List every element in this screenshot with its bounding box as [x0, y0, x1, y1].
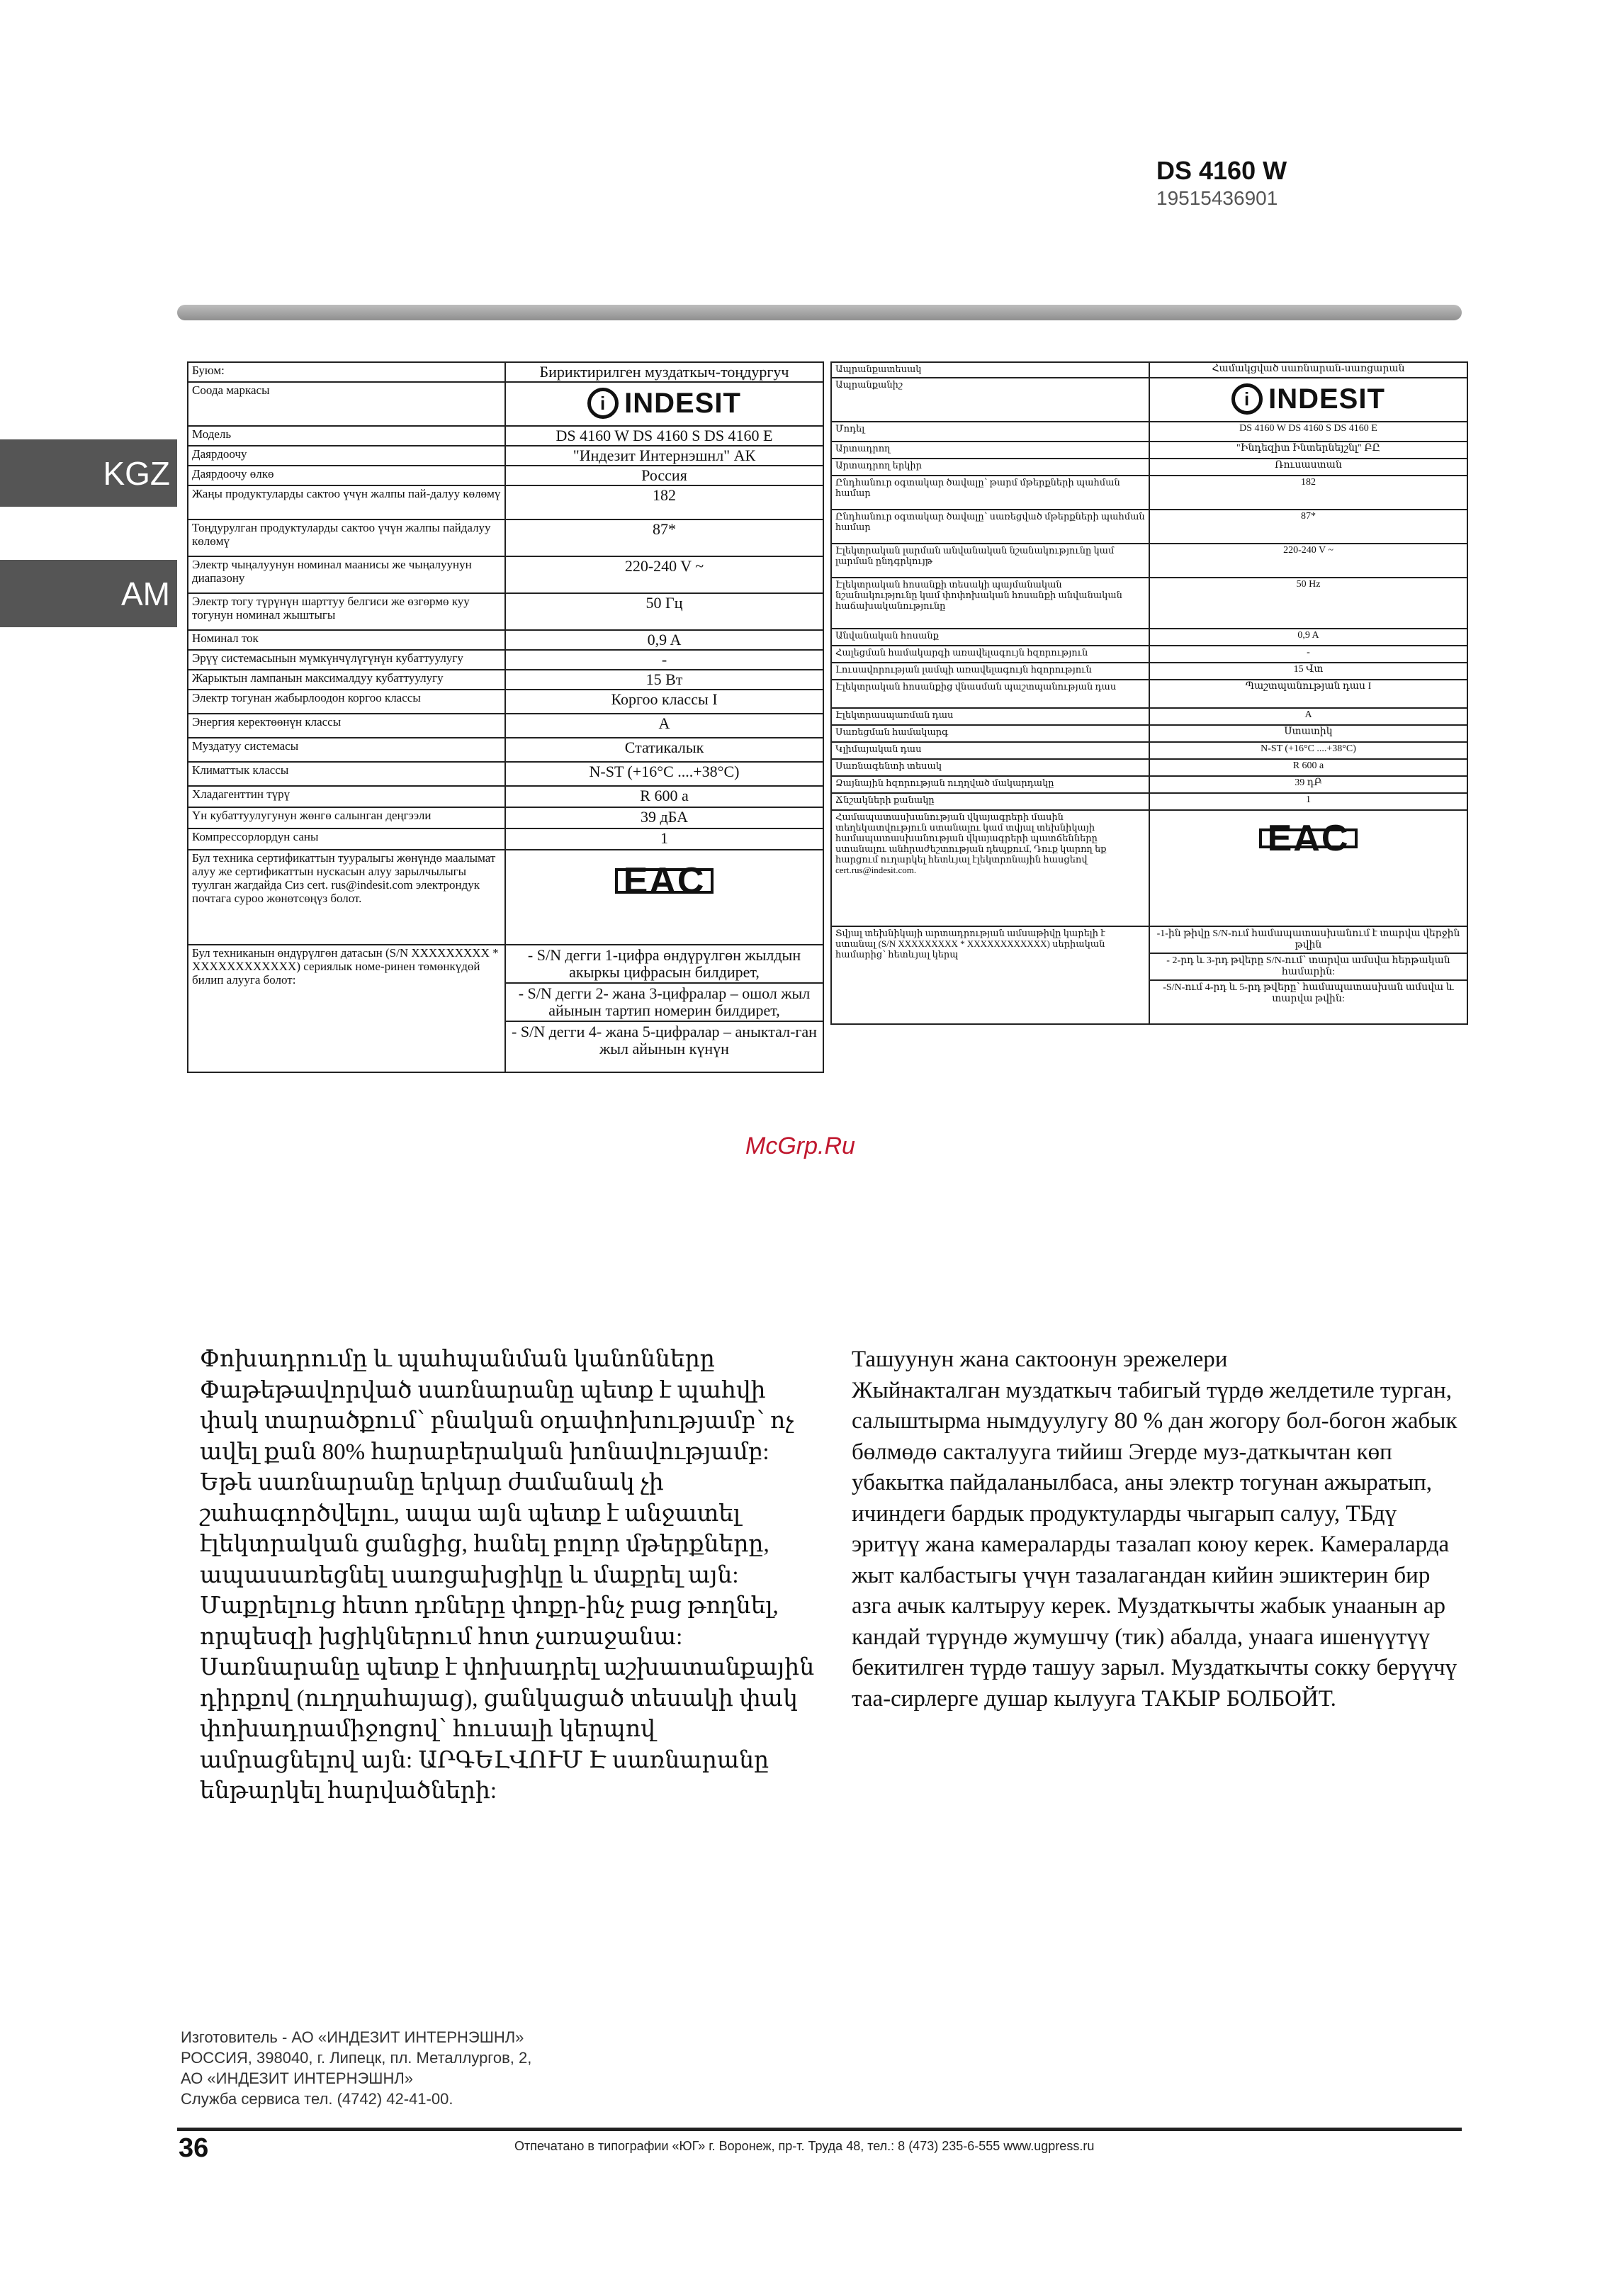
am-spec-value: Ռուսաստան	[1149, 459, 1467, 476]
am-spec-label: Տվյալ տեխնիկայի արտադրության ամսաթիվը կարելի է ստանալ (S/N XXXXXXXXX * XXXXXXXXXXXX) սերիական համարից՝ հետևյալ կերպ	[831, 926, 1149, 1024]
kgz-spec-label: Бул техниканын өндүрүлгөн датасын (S/N XXXXXXXXX * XXXXXXXXXXXX) сериялык номе-ринен төмөнкүдөй билип алууга болот:	[188, 945, 505, 1072]
kgz-spec-row	[188, 786, 823, 807]
am-spec-label: Արտադրող երկիր	[831, 459, 1149, 476]
eac-mark-icon: EAC	[1259, 828, 1358, 848]
kgz-spec-row	[188, 945, 823, 1072]
kg-transport-title: Ташуунун жана сактоонун эрежелери	[852, 1347, 1228, 1372]
kgz-spec-row	[188, 850, 823, 945]
am-spec-value: N-ST (+16°C ....+38°C)	[1149, 742, 1467, 759]
kgz-spec-row	[188, 556, 823, 593]
kgz-spec-row	[188, 738, 823, 762]
kgz-spec-value: 0,9 A	[505, 630, 823, 650]
am-spec-value: Համակցված սառնարան-սառցարան	[1149, 362, 1467, 378]
am-spec-row	[831, 725, 1467, 742]
header-divider-bar	[177, 305, 1462, 320]
am-spec-value: A	[1149, 708, 1467, 725]
am-spec-label: Ընդհանուր օգտակար ծավալը՝ սառեցված մթերքների պահման համար	[831, 510, 1149, 544]
am-spec-value: 0,9 A	[1149, 629, 1467, 646]
am-spec-value: 39 դԲ	[1149, 776, 1467, 793]
kgz-spec-label: Даярдоочу	[188, 446, 505, 466]
manufacturer-info: Изготовитель - АО «ИНДЕЗИТ ИНТЕРНЭШНЛ» РОССИЯ, 398040, г. Липецк, пл. Металлургов, 2, АО «ИНДЕЗИТ ИНТЕРНЭШНЛ» Служба сервиса тел. (4742) 42-41-00.	[181, 2028, 532, 2108]
kgz-spec-value: N-ST (+16°C ....+38°C)	[505, 762, 823, 786]
kgz-spec-row	[188, 382, 823, 426]
am-spec-value: 87*	[1149, 510, 1467, 544]
am-spec-value: Պաշտպանության դաս I	[1149, 680, 1467, 708]
am-spec-row	[831, 646, 1467, 663]
kgz-spec-label: Соода маркасы	[188, 382, 505, 426]
am-transport-title: Փոխադրումը և պահպանման կանոնները	[200, 1347, 715, 1372]
kgz-spec-row	[188, 630, 823, 650]
kgz-spec-label: Электр тогу түрүнүн шарттуу белгиси же өзгөрмө куу тогунун номинал жыштыгы	[188, 593, 505, 630]
am-spec-label: Ձայնային հզորության ուղղված մակարդակը	[831, 776, 1149, 793]
kgz-spec-value: 15 Вт	[505, 670, 823, 690]
am-spec-label: Անվանական հոսանք	[831, 629, 1149, 646]
am-spec-label: Համապատասխանության վկայագրերի մասին տեղեկատվություն ստանալու կամ տվյալ տեխնիկայի համապատասխանության վկայագրերի պատճենները ստանալու անհրաժեշտության դեպքում, Դուք կարող եք հարցում ուղարկել հետևյալ էլեկտրոնային հասցեով cert.rus@indesit.com.	[831, 810, 1149, 926]
watermark: McGrp.Ru	[745, 1133, 855, 1159]
am-spec-label: Ապրանքատեսակ	[831, 362, 1149, 378]
language-tab-kgz: KGZ	[0, 439, 177, 507]
kg-transport-body: Жыйнакталган муздаткыч табигый түрдө желдетиле турган, салыштырма нымдуулугу 80 % дан жогору бол-богон жабык бөлмөдө сакталууга тийиш Эгерде муз-даткычтан көп убакытка пайдаланылбаса, аны электр тогунан ажыратып, ичиндеги бардык продуктуларды чыгарып салуу, ТБдү эритүү жана камераларды тазалап коюу керек. Камераларда жыт калбастыгы үчүн тазалагандан кийин эшиктерин бир азга ачык калтыруу керек. Муздаткычты жабык унаанын ар кандай түрүндө жумушчу (тик) абалда, унаага ишенүүтүү бекитилген түрдө ташуу зарыл. Муздаткычты сокку берүүчү таа-сирлерге душар кылууга ТАКЫР БОЛБОЙТ.	[852, 1377, 1457, 1712]
eac-mark	[505, 850, 823, 945]
kgz-spec-label: Бул техника сертификаттын тууралыгы жөнүндө маалымат алуу же сертификаттын нускасын алуу зарылчылыгы туулган жагдайда Сиз cert. rus@indesit.com электрондук почтага суроо жөнөтсөңүз болот.	[188, 850, 505, 945]
spec-table-kgz	[187, 361, 824, 1073]
kgz-spec-row	[188, 690, 823, 714]
am-spec-value: R 600 a	[1149, 759, 1467, 776]
kgz-spec-row	[188, 593, 823, 630]
footer-rule	[177, 2128, 1462, 2131]
kgz-spec-row	[188, 446, 823, 466]
am-spec-value: Ստատիկ	[1149, 725, 1467, 742]
kgz-spec-value: DS 4160 W DS 4160 S DS 4160 E	[505, 426, 823, 446]
kgz-spec-row	[188, 519, 823, 556]
indesit-logo-icon: i	[587, 388, 619, 419]
am-spec-serial-rule: - 2-րդ և 3-րդ թվերը S/N-ում՝ տարվա ամսվա հերթական համարին:	[1150, 954, 1467, 981]
am-spec-label: Սառեցման համակարգ	[831, 725, 1149, 742]
kg-transport-rules	[852, 1344, 1468, 1714]
kgz-spec-label: Электр тогунан жабырлоодон коргоо классы	[188, 690, 505, 714]
am-spec-value: "Ինդեզիտ Ինտերնեյշնլ" ԲԸ	[1149, 442, 1467, 459]
kgz-spec-value: Коргоо классы I	[505, 690, 823, 714]
am-transport-body: Փաթեթավորված սառնարանը պետք է պահվի փակ տարածքում՝ բնական օդափոխությամբ՝ ոչ ավել քան 80% հարաբերական խոնավությամբ: Եթե սառնարանը երկար ժամանակ չի շահագործվելու, ապա այն պետք է անջատել էլեկտրական ցանցից, հանել բոլոր մթերքները, ապասառեցնել սառցախցիկը և մաքրել այն: Մաքրելուց հետո դռները փոքր-ինչ բաց թողնել, որպեսզի խցիկներում հոտ չառաջանա: Սառնարանը պետք է փոխադրել աշխատանքային դիրքով (ուղղահայաց), ցանկացած տեսակի փակ փոխադրամիջոցով՝ հուսալի կերպով ամրացնելով այն: ԱՐԳԵԼՎՈՒՄ Է սառնարանը ենթարկել հարվածների:	[200, 1377, 815, 1804]
kgz-spec-value: 1	[505, 828, 823, 850]
page-number: 36	[179, 2133, 209, 2163]
product-code: 19515436901	[1156, 187, 1278, 209]
kgz-spec-label: Номинал ток	[188, 630, 505, 650]
brand-logo	[1149, 378, 1467, 422]
kgz-spec-label: Хладагенттин түрү	[188, 786, 505, 807]
kgz-spec-label: Энергия керектөөнүн классы	[188, 714, 505, 738]
indesit-logo-icon: i	[1231, 383, 1263, 415]
am-spec-row	[831, 663, 1467, 680]
kgz-spec-serial-rule: - S/N дегги 4- жана 5-цифралар – аныктал-ган жыл айынын күнүн	[512, 1023, 817, 1057]
am-spec-row	[831, 362, 1467, 378]
kgz-spec-row	[188, 362, 823, 382]
kgz-spec-label: Үн кубаттуулугунун жөнгө салынган деңгээли	[188, 807, 505, 828]
kgz-spec-label: Эрүү системасынын мүмкүнчүлүгүнүн кубаттуулугу	[188, 650, 505, 670]
kgz-spec-label: Компрессорлордун саны	[188, 828, 505, 850]
am-spec-label: Էլեկտրական հոսանքի տեսակի պայմանական նշանակությունը կամ փոփոխական հոսանքի անվանական հաճախականությունը	[831, 578, 1149, 629]
am-spec-label: Ապրանքանիշ	[831, 378, 1149, 422]
kgz-spec-value: 220-240 V ~	[505, 556, 823, 593]
am-spec-label: Էլեկտրական հոսանքից վնասման պաշտպանության դաս	[831, 680, 1149, 708]
am-spec-row	[831, 544, 1467, 578]
am-spec-row	[831, 476, 1467, 510]
printer-note: Отпечатано в типографии «ЮГ» г. Воронеж, пр-т. Труда 48, тел.: 8 (473) 235-6-555 www.ugpress.ru	[514, 2139, 1095, 2153]
am-spec-label: Սառնագենտի տեսակ	[831, 759, 1149, 776]
kgz-spec-label: Электр чыңалуунун номинал маанисы же чыңалуунун диапазону	[188, 556, 505, 593]
am-spec-row	[831, 378, 1467, 422]
kgz-spec-label: Муздатуу системасы	[188, 738, 505, 762]
am-spec-row	[831, 578, 1467, 629]
am-spec-row	[831, 510, 1467, 544]
am-spec-label: Կլիմայական դաս	[831, 742, 1149, 759]
am-spec-row	[831, 442, 1467, 459]
kgz-spec-row	[188, 714, 823, 738]
am-spec-label: Էլեկտրական լարման անվանական նշանակությունը կամ լարման ընդգրկույթ	[831, 544, 1149, 578]
brand-name: INDESIT	[624, 388, 741, 419]
kgz-spec-row	[188, 426, 823, 446]
kgz-spec-row	[188, 650, 823, 670]
kgz-spec-value: Статикалык	[505, 738, 823, 762]
kgz-spec-value: "Индезит Интернэшнл" АК	[505, 446, 823, 466]
kgz-spec-label: Тоңдурулган продуктуларды сактоо үчүн жалпы пайдалуу көлөмү	[188, 519, 505, 556]
am-spec-row	[831, 680, 1467, 708]
am-spec-row	[831, 926, 1467, 1024]
am-spec-value: 15 Վտ	[1149, 663, 1467, 680]
am-spec-value: DS 4160 W DS 4160 S DS 4160 E	[1149, 422, 1467, 442]
am-spec-row	[831, 742, 1467, 759]
kgz-spec-label: Даярдоочу өлкө	[188, 466, 505, 485]
kgz-spec-row	[188, 807, 823, 828]
am-spec-value: 220-240 V ~	[1149, 544, 1467, 578]
kgz-spec-label: Буюм:	[188, 362, 505, 382]
am-spec-label: Ընդհանուր օգտակար ծավալը՝ թարմ մթերքների պահման համար	[831, 476, 1149, 510]
brand-logo	[505, 382, 823, 426]
am-spec-value: 1	[1149, 793, 1467, 810]
kgz-spec-label: Жарыктын лампанын максималдуу кубаттуулугу	[188, 670, 505, 690]
kgz-spec-row	[188, 485, 823, 519]
kgz-spec-value: Бириктирилген муздаткыч-тоңдургуч	[505, 362, 823, 382]
kgz-spec-value: 182	[505, 485, 823, 519]
am-spec-row	[831, 422, 1467, 442]
am-spec-label: Մոդել	[831, 422, 1149, 442]
kgz-spec-value: -	[505, 650, 823, 670]
am-spec-serial-decoding	[1149, 926, 1467, 1024]
am-spec-row	[831, 793, 1467, 810]
spec-table-am	[830, 361, 1468, 1025]
am-spec-label: Արտադրող	[831, 442, 1149, 459]
kgz-spec-value: 87*	[505, 519, 823, 556]
kgz-spec-value: A	[505, 714, 823, 738]
kgz-spec-value: 50 Гц	[505, 593, 823, 630]
am-spec-serial-rule: -S/N-ում 4-րդ և 5-րդ թվերը՝ համապատասխան ամսվա և տարվա թվին:	[1163, 982, 1454, 1004]
model-title: DS 4160 W	[1156, 156, 1287, 185]
am-spec-row	[831, 759, 1467, 776]
kgz-spec-row	[188, 762, 823, 786]
am-spec-value: -	[1149, 646, 1467, 663]
am-spec-row	[831, 459, 1467, 476]
am-spec-row	[831, 810, 1467, 926]
eac-mark-icon: EAC	[615, 868, 714, 894]
am-spec-serial-rule: -1-ին թիվը S/N-ում համապատասխանում է տարվա վերջին թվին	[1150, 927, 1467, 954]
am-spec-label: Էլեկտրասպառման դաս	[831, 708, 1149, 725]
kgz-spec-row	[188, 466, 823, 485]
am-spec-label: Ճնշակների քանակը	[831, 793, 1149, 810]
eac-mark	[1149, 810, 1467, 926]
kgz-spec-row	[188, 670, 823, 690]
kgz-spec-serial-rule: - S/N дегги 1-цифра өндүрүлгөн жылдын акыркы цифрасын билдирет,	[506, 945, 823, 984]
kgz-spec-label: Модель	[188, 426, 505, 446]
kgz-spec-label: Жаңы продуктуларды сактоо үчүн жалпы пай-далуу көлөмү	[188, 485, 505, 519]
kgz-spec-value: Россия	[505, 466, 823, 485]
kgz-spec-value: R 600 a	[505, 786, 823, 807]
am-spec-value: 182	[1149, 476, 1467, 510]
kgz-spec-serial-decoding	[505, 945, 823, 1072]
am-spec-row	[831, 629, 1467, 646]
am-spec-value: 50 Hz	[1149, 578, 1467, 629]
am-transport-rules	[200, 1344, 816, 1807]
kgz-spec-row	[188, 828, 823, 850]
indesit-logo	[1231, 379, 1385, 419]
kgz-spec-serial-rule: - S/N дегги 2- жана 3-цифралар – ошол жыл айынын тартип номерин билдирет,	[506, 984, 823, 1022]
am-spec-row	[831, 776, 1467, 793]
am-spec-label: Հալեցման համակարգի առավելագույն հզորություն	[831, 646, 1149, 663]
am-spec-row	[831, 708, 1467, 725]
kgz-spec-label: Климаттык классы	[188, 762, 505, 786]
language-tab-am: AM	[0, 560, 177, 627]
brand-name: INDESIT	[1268, 383, 1385, 415]
indesit-logo	[587, 383, 741, 423]
am-spec-label: Լուսավորության լամպի առավելագույն հզորություն	[831, 663, 1149, 680]
kgz-spec-value: 39 дБА	[505, 807, 823, 828]
